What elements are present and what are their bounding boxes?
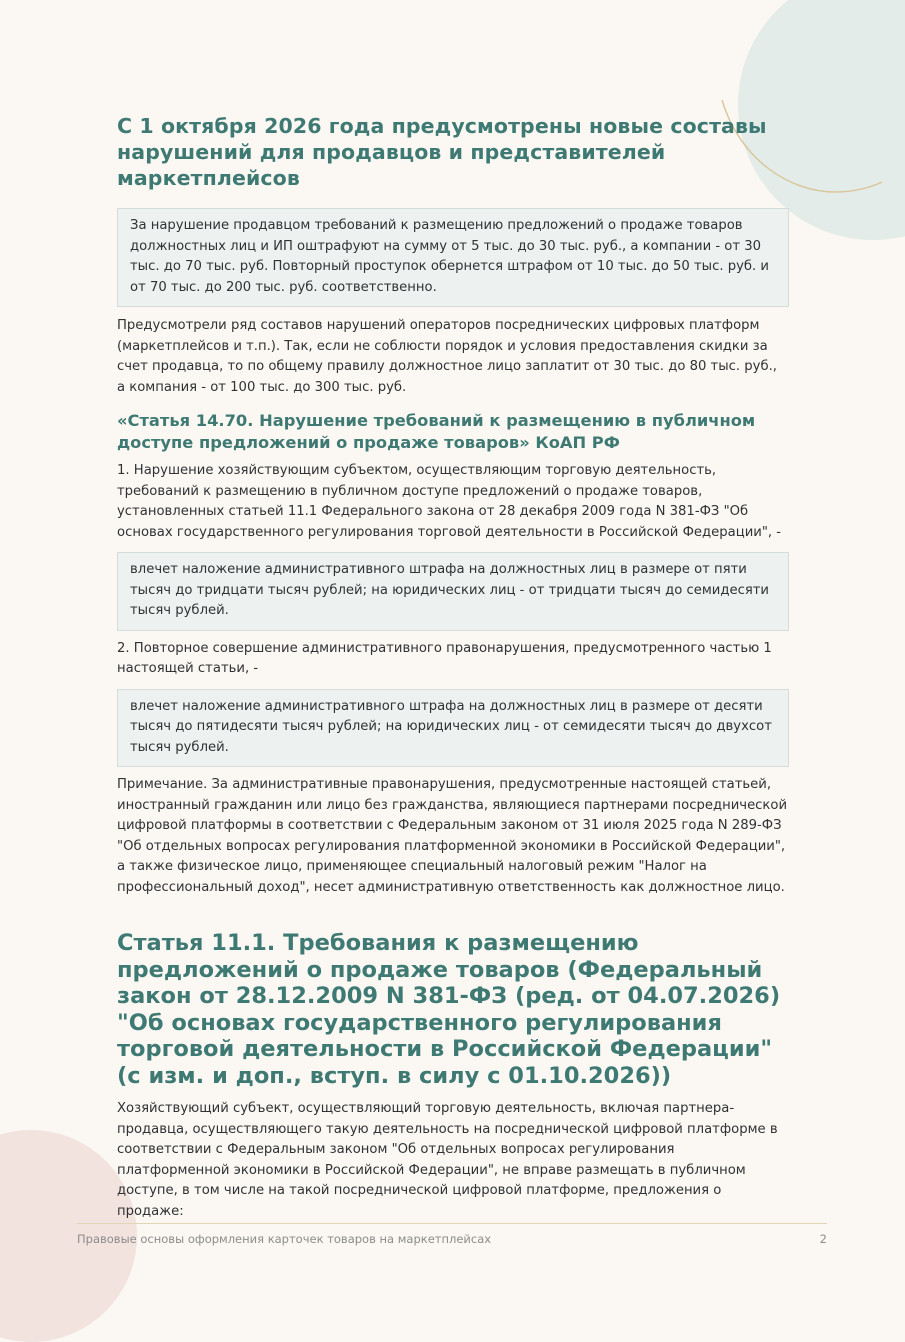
article-part-2: 2. Повторное совершение административного правонарушения, предусмотренного частью 1 настоящей статьи, - <box>117 640 772 676</box>
article-part-1: 1. Нарушение хозяйствующим субъектом, осуществляющим торговую деятельность, требований к размещению в публичном доступе предложений о продаже товаров, установленных статьей 11.1 Федерального закона от 28 декабря 2009 года N 381-ФЗ "Об основах государственного регулирования торговой деятельности в Российской Федерации", - <box>117 463 782 540</box>
paragraph-article-11-1: Хозяйствующий субъект, осуществляющий торговую деятельность, включая партнера-продавца, осуществляющего такую деятельность на посреднической цифровой платформе в соответствии с Федеральным законом "Об отдельных вопросах регулирования платформенной экономики в Российской Федерации", не вправе размещать в публичном доступе, в том числе на такой посреднической цифровой платформе, предложения о продаже: <box>117 1101 778 1219</box>
article-11-1-heading: Статья 11.1. Требования к размещению предложений о продаже товаров (Федеральный закон от 28.12.2009 N 381-ФЗ (ред. от 04.07.2026) "Об основах государственного регулирования торговой деятельности в Российской Федерации" (с изм. и доп., вступ. в силу с 01.10.2026)) <box>117 930 781 1089</box>
footer-page-number: 2 <box>819 1232 827 1246</box>
footer-document-title: Правовые основы оформления карточек товаров на маркетплейсах <box>77 1232 492 1246</box>
summary-quote-box: За нарушение продавцом требований к размещению предложений о продаже товаров должностных лиц и ИП оштрафуют на сумму от 5 тыс. до 30 тыс. руб., а компании - от 30 тыс. до 70 тыс. руб. Повторный проступок обернется штрафом от 10 тыс. до 50 тыс. руб. и от 70 тыс. до 200 тыс. руб. соответственно. <box>117 208 789 307</box>
footer-divider <box>77 1223 827 1224</box>
paragraph-platform-operators: Предусмотрели ряд составов нарушений операторов посреднических цифровых платформ (маркетплейсов и т.п.). Так, если не соблюсти порядок и условия предоставления скидки за счет продавца, то по общему правилу должностное лицо заплатит от 30 тыс. до 80 тыс. руб., а компания - от 100 тыс. до 300 тыс. руб. <box>117 318 777 395</box>
page-content <box>117 113 789 1222</box>
article-14-70-heading: «Статья 14.70. Нарушение требований к размещению в публичном доступе предложений о продаже товаров» КоАП РФ <box>117 411 756 452</box>
section-heading-new-violations: С 1 октября 2026 года предусмотрены новые составы нарушений для продавцов и представителей маркетплейсов <box>117 114 767 190</box>
article-note: Примечание. За административные правонарушения, предусмотренные настоящей статьей, иностранный гражданин или лицо без гражданства, являющиеся партнерами посреднической цифровой платформы в соответствии с Федеральным законом от 31 июля 2025 года N 289-ФЗ "Об отдельных вопросах регулирования платформенной экономики в Российской Федерации", а также физическое лицо, применяющее специальный налоговый режим "Налог на профессиональный доход", несет административную ответственность как должностное лицо. <box>117 777 788 895</box>
penalty-quote-part-1: влечет наложение административного штрафа на должностных лиц в размере от пяти тысяч до тридцати тысяч рублей; на юридических лиц - от тридцати тысяч до семидесяти тысяч рублей. <box>117 552 789 631</box>
penalty-quote-part-2: влечет наложение административного штрафа на должностных лиц в размере от десяти тысяч до пятидесяти тысяч рублей; на юридических лиц - от семидесяти тысяч до двухсот тысяч рублей. <box>117 689 789 768</box>
